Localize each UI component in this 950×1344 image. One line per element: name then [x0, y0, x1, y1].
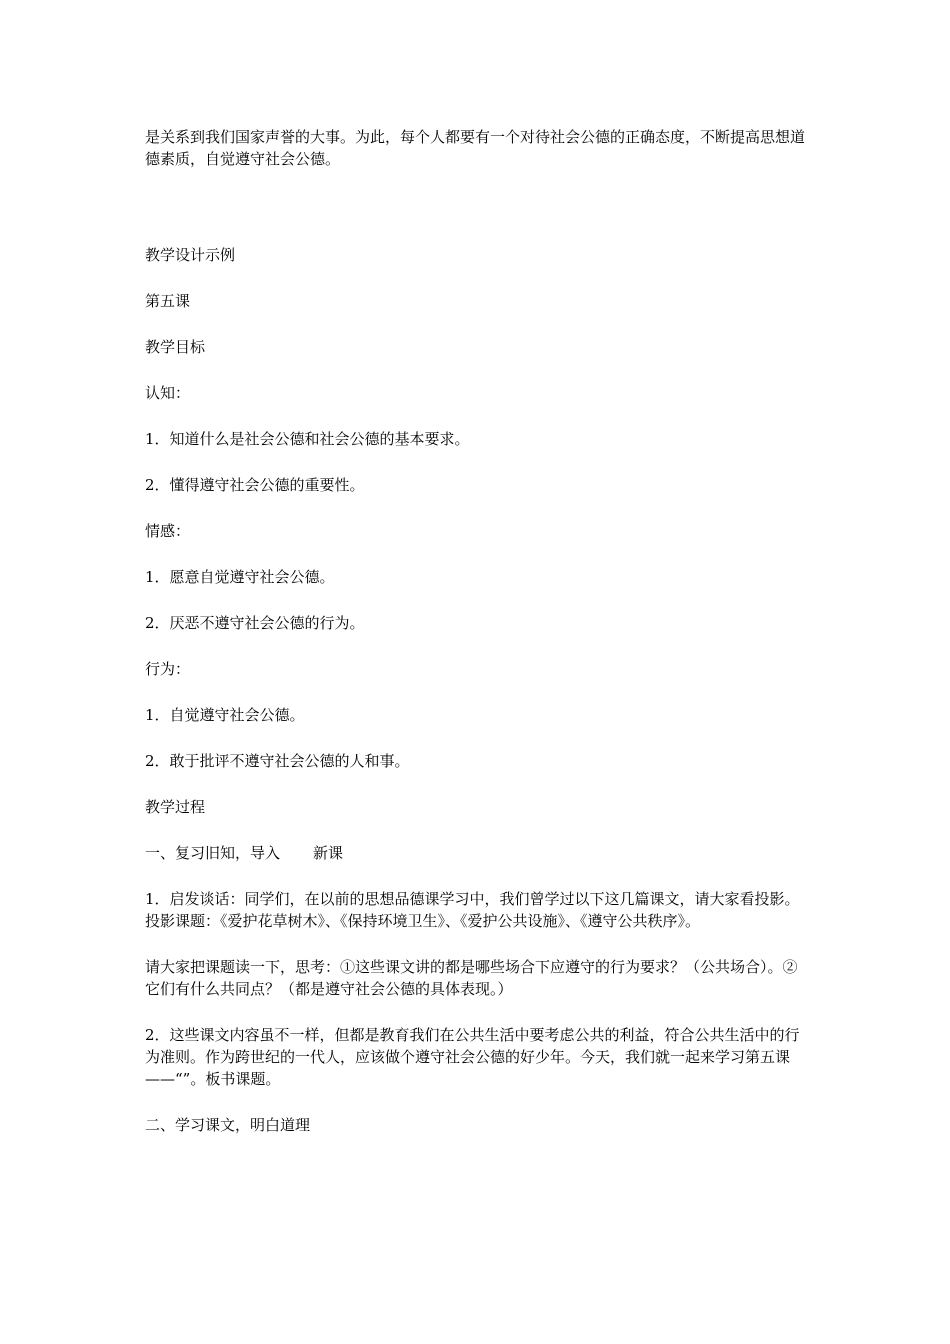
section-1-heading-a: 一、复习旧知，导入 — [145, 844, 281, 862]
section-2-heading: 二、学习课文，明白道理 — [145, 1116, 311, 1134]
section-1-heading-b: 新课 — [313, 844, 344, 862]
step-1-question-paragraph: 请大家把课题读一下，思考：①这些课文讲的都是哪些场合下应遵守的行为要求？（公共场合）。②它们有什么共同点？（都是遵守社会公德的具体表现。） — [145, 958, 798, 998]
lesson-title: 第五课 — [145, 292, 191, 310]
behavior-item-2: 2．敢于批评不遵守社会公德的人和事。 — [145, 752, 410, 770]
cognition-item-2: 2．懂得遵守社会公德的重要性。 — [145, 476, 365, 494]
design-title: 教学设计示例 — [145, 246, 236, 264]
emotion-item-2: 2．厌恶不遵守社会公德的行为。 — [145, 614, 365, 632]
behavior-item-1: 1．自觉遵守社会公德。 — [145, 706, 305, 724]
document-page — [145, 126, 807, 1136]
emotion-item-1: 1．愿意自觉遵守社会公德。 — [145, 568, 335, 586]
section-1-heading — [145, 842, 807, 864]
cognition-item-1: 1．知道什么是社会公德和社会公德的基本要求。 — [145, 430, 470, 448]
step-2-paragraph: 2．这些课文内容虽不一样，但都是教育我们在公共生活中要考虑公共的利益，符合公共生活中的行为准则。作为跨世纪的一代人，应该做个遵守社会公德的好少年。今天，我们就一起来学习第五课——“”。板书课题。 — [145, 1026, 800, 1088]
intro-paragraph: 是关系到我们国家声誉的大事。为此，每个人都要有一个对待社会公德的正确态度，不断提高思想道德素质，自觉遵守社会公德。 — [145, 128, 806, 168]
emotion-label: 情感： — [145, 522, 191, 540]
goals-title: 教学目标 — [145, 338, 206, 356]
cognition-label: 认知： — [145, 384, 191, 402]
step-1-paragraph: 1．启发谈话：同学们，在以前的思想品德课学习中，我们曾学过以下这几篇课文，请大家看投影。投影课题：《爱护花草树木》、《保持环境卫生》、《爱护公共设施》、《遵守公共秩序》。 — [145, 890, 800, 930]
process-title: 教学过程 — [145, 798, 206, 816]
behavior-label: 行为： — [145, 660, 191, 678]
